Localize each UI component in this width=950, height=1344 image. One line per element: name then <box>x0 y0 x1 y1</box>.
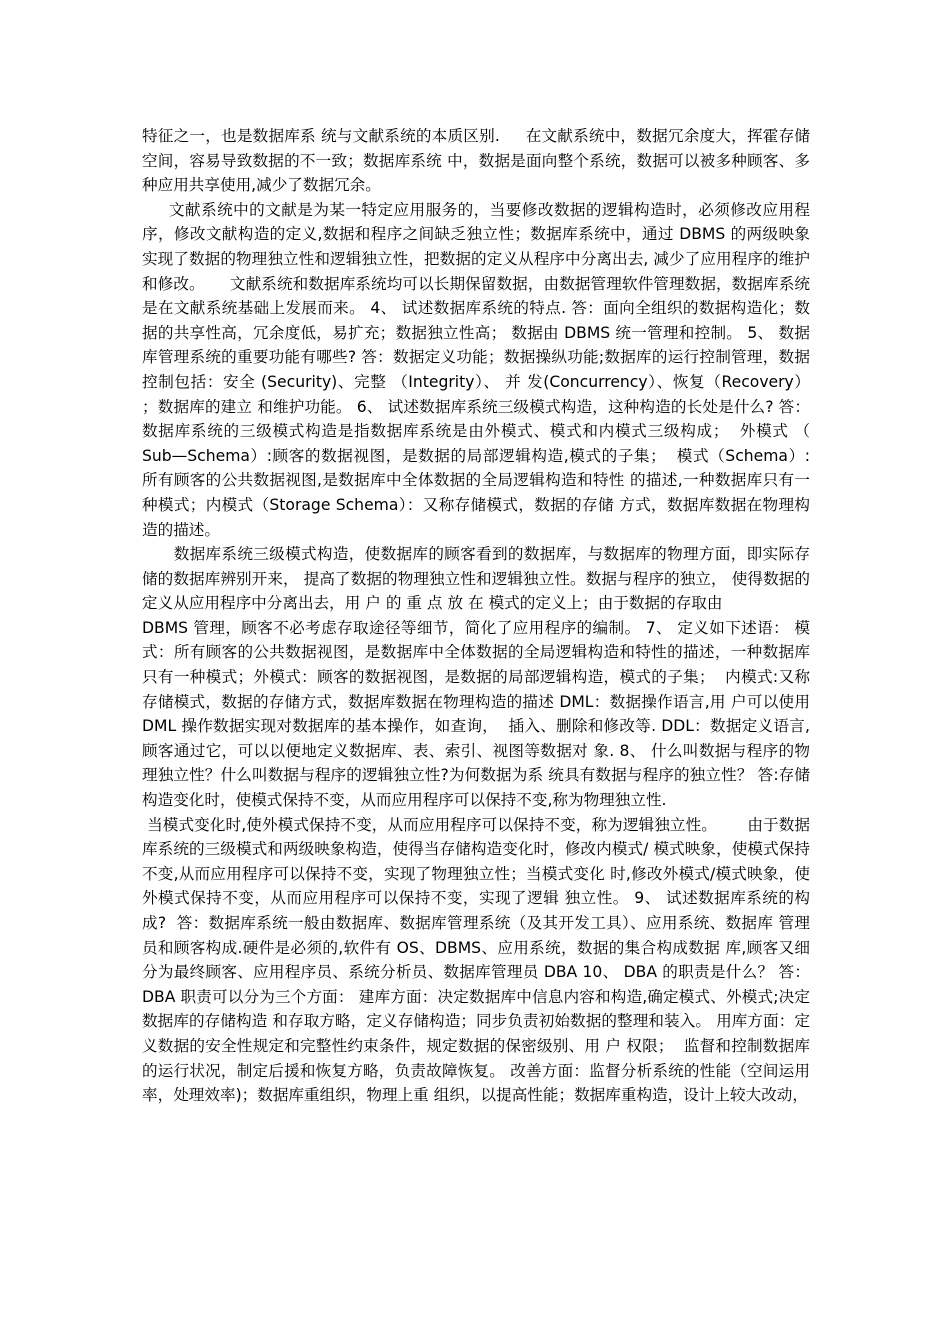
paragraph-1: 特征之一，也是数据库系 统与文献系统的本质区别. 在文献系统中，数据冗余度大，挥霍存储空间，容易导致数据的不一致；数据库系统 中，数据是面向整个系统，数据可以被多种顾客、多种应用共享使用,减少了数据冗余。 <box>142 127 810 195</box>
document-page <box>142 124 815 1108</box>
paragraph-2: 文献系统中的文献是为某一特定应用服务的，当要修改数据的逻辑构造时，必须修改应用程序，修改文献构造的定义,数据和程序之间缺乏独立性；数据库系统中，通过 DBMS 的两级映象实现了数据的物理独立性和逻辑独立性，把数据的定义从程序中分离出去, 减少了应用程序的维护和修改。 文献系统和数据库系统均可以长期保留数据，由数据管理软件管理数据，数据库系统 是在文献系统基础上发展而来。 4、 试述数据库系统的特点. 答：面向全组织的数据构造化；数据的共享性高，冗余度低，易扩充；数据独立性高； 数据由 DBMS 统一管理和控制。 5、 数据库管理系统的重要功能有哪些? 答：数据定义功能；数据操纵功能;数据库的运行控制管理，数据控制包括：安全 (Security)、完整 （Integrity）、 并 发(Concurrency）、恢复（Recovery） ；数据库的建立 和维护功能。 6、 试述数据库系统三级模式构造，这种构造的长处是什么? 答：数据库系统的三级模式构造是指数据库系统是由外模式、模式和内模式三级构成； 外模式 （ Sub—Schema）:顾客的数据视图，是数据的局部逻辑构造,模式的子集； 模式（Schema）: 所有顾客的公共数据视图,是数据库中全体数据的全局逻辑构造和特性 的描述,一种数据库只有一种模式；内模式（Storage Schema）：又称存储模式，数据的存储 方式，数据库数据在物理构造的描述。 <box>142 200 815 539</box>
paragraph-4: DBMS 管理，顾客不必考虑存取途径等细节，简化了应用程序的编制。 7、 定义如下述语： 模式：所有顾客的公共数据视图，是数据库中全体数据的全局逻辑构造和特性的描述，一种数据库只有一种模式；外模式：顾客的数据视图，是数据的局部逻辑构造，模式的子集； 内模式:又称存储模式，数据的存储方式，数据库数据在物理构造的描述 DML：数据操作语言,用 户可以使用 DML 操作数据实现对数据库的基本操作，如查询， 插入、删除和修改等. DDL：数据定义语言,顾客通过它，可以以便地定义数据库、表、索引、视图等数据对 象. 8、 什么叫数据与程序的物理独立性？什么叫数据与程序的逻辑独立性?为何数据为系 统具有数据与程序的独立性？ 答:存储构造变化时，使模式保持不变，从而应用程序可以保持不变,称为物理独立性. <box>142 618 815 810</box>
paragraph-3: 数据库系统三级模式构造，使数据库的顾客看到的数据库，与数据库的物理方面，即实际存储的数据库辨别开来， 提高了数据的物理独立性和逻辑独立性。数据与程序的独立， 使得数据的定义从应用程序中分离出去，用 户 的 重 点 放 在 模式的定义上；由于数据的存取由 <box>142 545 810 613</box>
paragraph-5: 当模式变化时,使外模式保持不变，从而应用程序可以保持不变，称为逻辑独立性。 由于数据库系统的三级模式和两级映象构造，使得当存储构造变化时，修改内模式/ 模式映象，使模式保持不变,从而应用程序可以保持不变，实现了物理独立性；当模式变化 时,修改外模式/模式映象，使外模式保持不变，从而应用程序可以保持不变，实现了逻辑 独立性。 9、 试述数据库系统的构成? 答：数据库系统一般由数据库、数据库管理系统（及其开发工具）、应用系统、数据库 管理员和顾客构成.硬件是必须的,软件有 OS、DBMS、应用系统，数据的集合构成数据 库,顾客又细分为最终顾客、应用程序员、系统分析员、数据库管理员 DBA 10、 DBA 的职责是什么？ 答：DBA 职责可以分为三个方面： 建库方面：决定数据库中信息内容和构造,确定模式、外模式;决定数据库的存储构造 和存取方略，定义存储构造；同步负责初始数据的整理和装入。 用库方面：定义数据的安全性规定和完整性约束条件，规定数据的保密级别、用 户 权限； 监督和控制数据库的运行状况，制定后援和恢复方略，负责故障恢复。 改善方面：监督分析系统的性能（空间运用率，处理效率)；数据库重组织，物理上重 组织，以提高性能；数据库重构造，设计上较大改动， <box>142 815 810 1105</box>
